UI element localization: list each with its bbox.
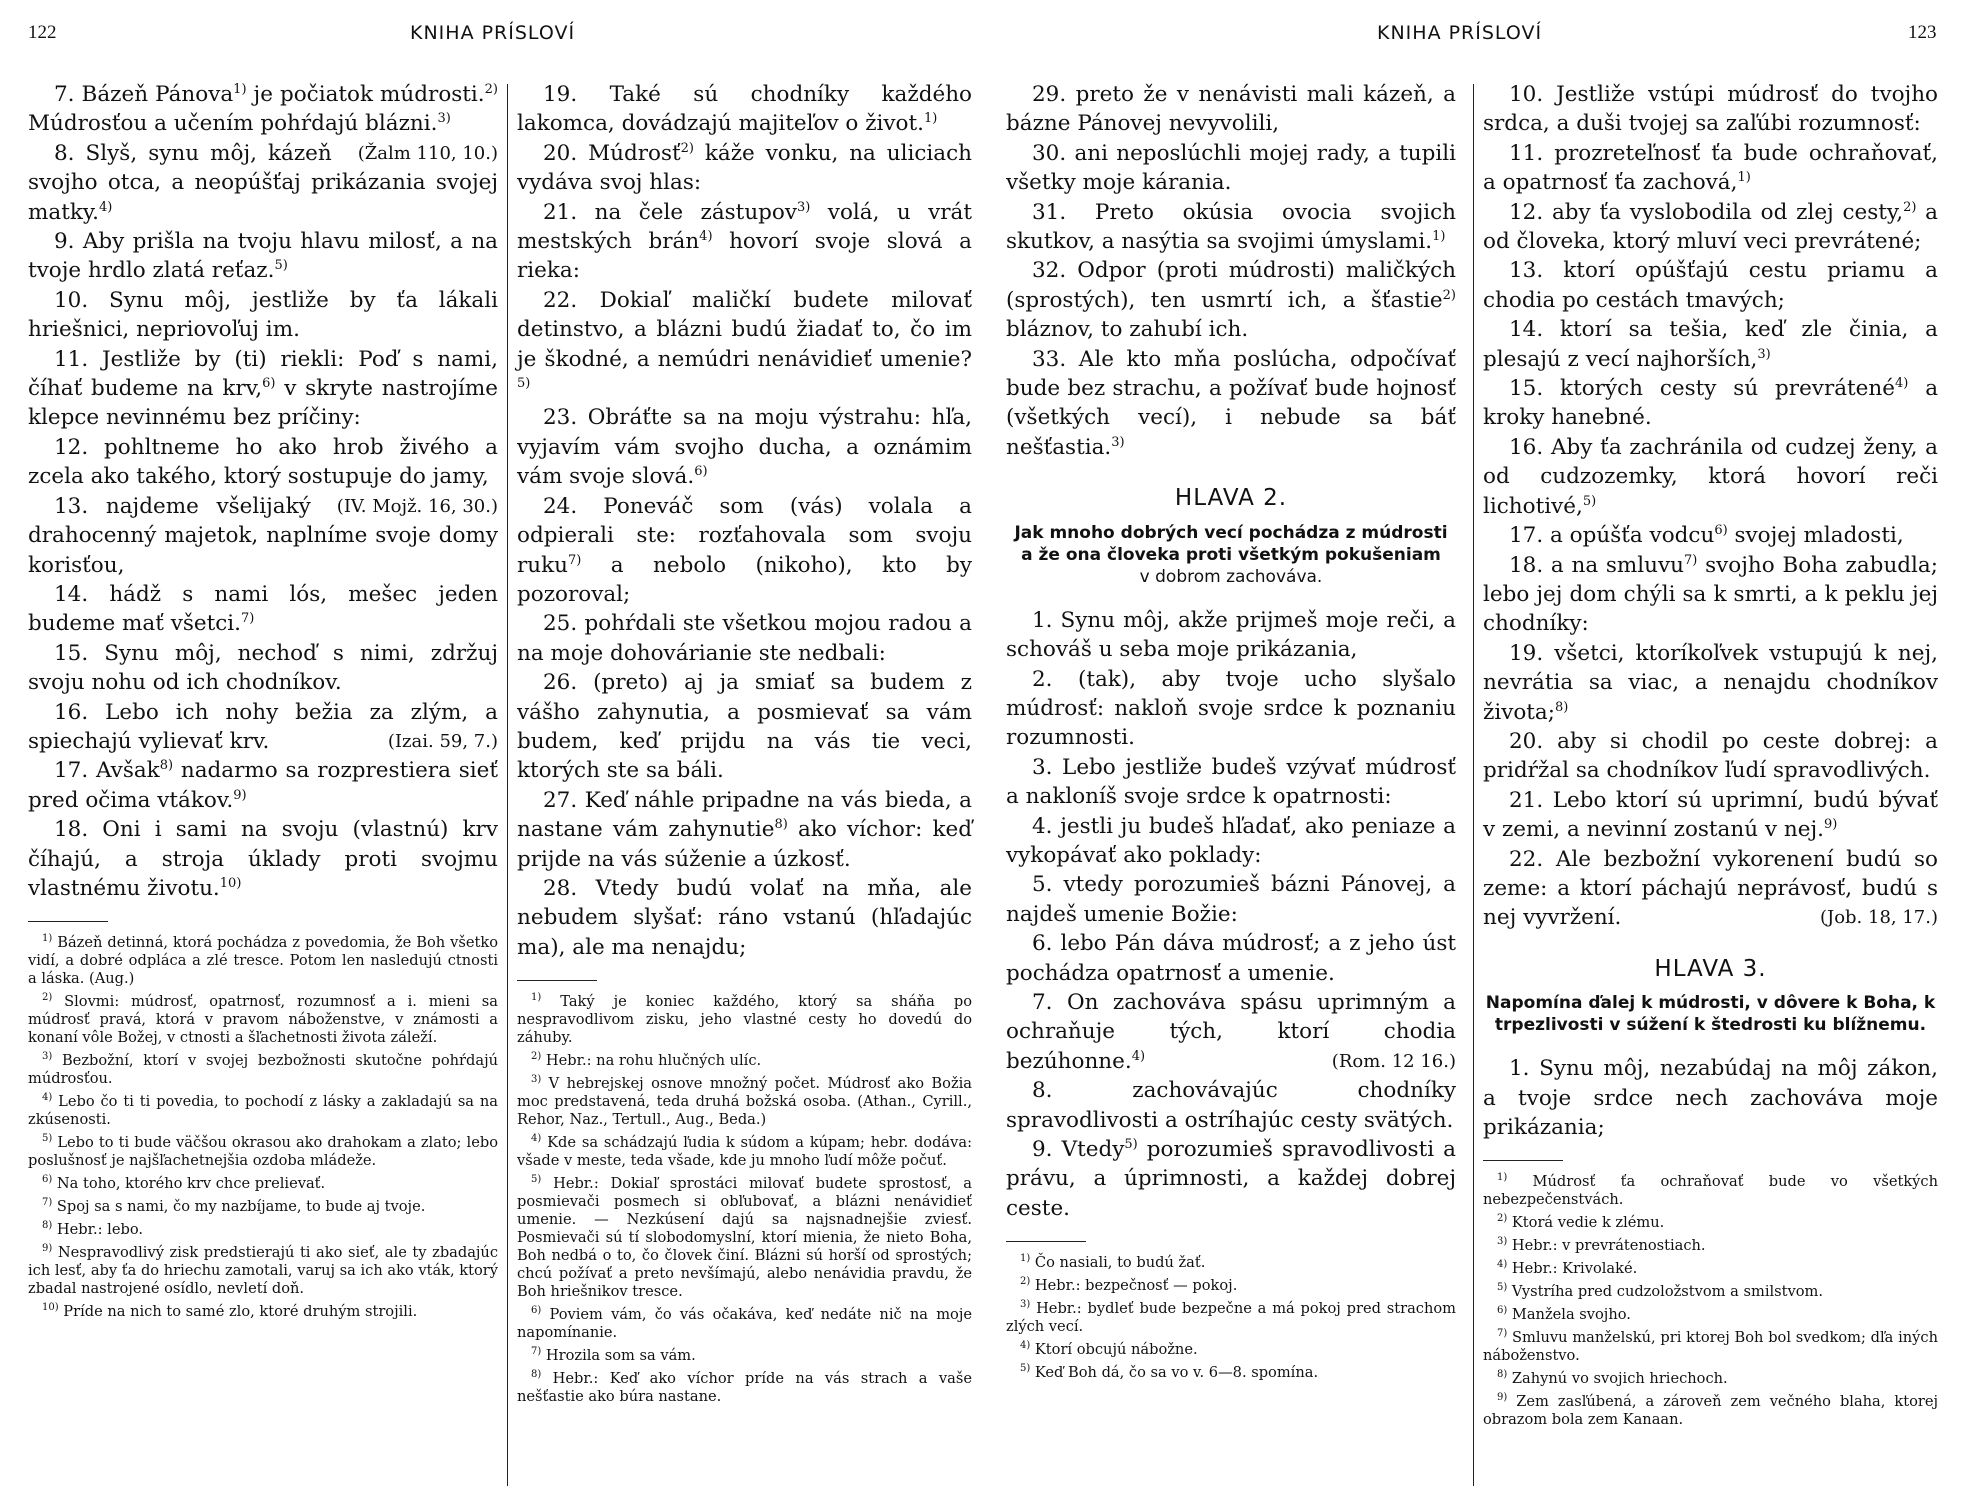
- footnote-marker: 6): [694, 464, 708, 480]
- cross-reference: (Job. 18, 17.): [1819, 907, 1938, 929]
- verse-text: 12. pohltneme ho ako hrob živého a zcela ako takého, ktorý sostupuje do jamy,: [28, 434, 498, 490]
- footnote-marker: 10): [42, 1302, 59, 1314]
- verse: [1006, 929, 1456, 988]
- column-divider: [507, 84, 508, 1486]
- footnote-marker: 3): [797, 199, 811, 215]
- running-title: KNIHA PRÍSLOVÍ: [1377, 22, 1543, 44]
- verse: [1006, 139, 1456, 198]
- verse-text: 16. Aby ťa zachránila od cudzej ženy, a od cudzozemky, ktorá hovorí reči lichotivé,: [1483, 434, 1938, 519]
- verse: [517, 139, 972, 198]
- verses: [28, 80, 498, 903]
- verse-text: 32. Odpor (proti múdrosti) maličkých (sprostých), ten usmrtí ich, a šťastie: [1006, 258, 1456, 313]
- verse: [1006, 345, 1456, 463]
- footnotes: [1483, 1173, 1938, 1429]
- verse-text: a kroky hanebné.: [1483, 376, 1939, 431]
- verse-text: 10. Synu môj, jestliže by ťa lákali hriešnici, nepriovoľuj im.: [28, 287, 498, 343]
- chapter-summary: [1006, 522, 1456, 588]
- verse-text: 18. Oni i sami na svoju (vlastnú) krv číhajú, a stroja úklady proti svojmu vlastnému životu.: [28, 817, 498, 901]
- footnote-marker: 2): [680, 140, 694, 156]
- footnote-rule: [517, 980, 597, 981]
- footnote-marker: 2): [1020, 1276, 1031, 1288]
- verse: [28, 345, 498, 433]
- footnote-marker: 1): [233, 81, 247, 97]
- verse: [517, 668, 972, 786]
- verse: [1483, 433, 1938, 521]
- verse: [517, 874, 972, 962]
- footnote-marker: 3): [1497, 1236, 1508, 1248]
- footnote: [517, 1052, 972, 1070]
- footnote-marker: 4): [1894, 375, 1909, 391]
- cross-reference: (Žalm 110, 10.): [357, 142, 498, 164]
- footnote-text: V hebrejskej osnove množný počet. Múdrosť ako Božia moc predstavená, teda druhá božská osoba. (Athan., Cyrill., Rehor, Naz., Tertull., Aug., Beda.): [517, 1075, 972, 1129]
- verse-text: 29. preto že v nenávisti mali kázeň, a bázne Pánovej nevyvolili,: [1006, 82, 1456, 137]
- verse-text: 3. Lebo jestliže budeš vzývať múdrosť a nakloníš svoje srdce k opatrnosti:: [1006, 754, 1456, 810]
- footnote: [1006, 1300, 1456, 1336]
- footnote-marker: 5): [1020, 1363, 1031, 1375]
- verse-text: 10. Jestliže vstúpi múdrosť do tvojho srdca, a duši tvojej sa zaľúbi rozumnosť:: [1483, 82, 1938, 137]
- footnote-marker: 2): [531, 1051, 542, 1063]
- footnote-marker: 7): [531, 1346, 542, 1358]
- page-number: 122: [28, 22, 57, 43]
- verse-text: 27. Keď náhle pripadne na vás bieda, a nastane vám zahynutie: [517, 787, 972, 843]
- verse-text: ako víchor: keď prijde na vás súženie a úzkosť.: [517, 817, 972, 872]
- footnote: [517, 1347, 972, 1365]
- footnote-text: Hebr.: Krivolaké.: [1507, 1260, 1638, 1278]
- footnote-marker: 6): [531, 1305, 542, 1317]
- verse: [517, 286, 972, 404]
- column-left-2: [517, 80, 972, 1411]
- verse-text: svojej mladosti,: [1727, 523, 1904, 549]
- footnote: [1483, 1214, 1938, 1232]
- verse: [1483, 198, 1938, 257]
- verse: [1483, 80, 1938, 139]
- verse-text: 21. Lebo ktorí sú uprimní, budú bývať v zemi, a nevinní zostanú v nej.: [1483, 787, 1938, 843]
- footnote-marker: 3): [437, 111, 451, 127]
- footnote: [1483, 1306, 1938, 1324]
- footnote-marker: 2): [1903, 199, 1917, 215]
- verse: [28, 815, 498, 903]
- verse: [517, 609, 972, 668]
- verse: [1483, 315, 1938, 374]
- footnote-marker: 5): [531, 1174, 542, 1186]
- footnote: [28, 1198, 498, 1216]
- footnote-text: Poviem vám, čo vás očakáva, keď nedáte nič na moje napomínanie.: [517, 1306, 972, 1342]
- verse-text: 8. zachovávajúc chodníky spravodlivosti a ostríhajúc cesty svätých.: [1006, 1078, 1456, 1133]
- footnote-marker: 7): [42, 1197, 53, 1209]
- chapter-heading: HLAVA 2.: [1174, 485, 1288, 512]
- footnote: [1006, 1277, 1456, 1295]
- verses: [517, 80, 972, 962]
- right-page: [982, 0, 1964, 1500]
- verse-text: 13. ktorí opúšťajú cestu priamu a chodia po cestách tmavých;: [1483, 258, 1938, 313]
- footnote-text: Zem zasľúbená, a zároveň zem večného blaha, ktorej obrazom bola zem Kanaan.: [1483, 1393, 1938, 1429]
- verse-text: 11. Jestliže by (ti) riekli: Poď s nami, číhať budeme na krv,: [28, 346, 498, 402]
- footnote-marker: 3): [1757, 346, 1771, 362]
- footnote-marker: 10): [219, 875, 242, 891]
- footnote-rule: [28, 921, 108, 922]
- verse: [1483, 374, 1938, 433]
- footnote-text: Ktorí obcujú nábožne.: [1030, 1341, 1198, 1359]
- verse-text: 14. ktorí sa tešia, keď zle činia, a plesajú z vecí najhorších,: [1483, 317, 1938, 372]
- verse: [1006, 198, 1456, 257]
- footnote-marker: 5): [1124, 1136, 1138, 1152]
- verse-text: 17. a opúšťa vodcu: [1509, 523, 1715, 549]
- footnote: [1483, 1329, 1938, 1365]
- verse-text: 19. všetci, ktoríkoľvek vstupujú k nej, nevrátia sa viac, a nenajdu chodníkov života;: [1483, 640, 1938, 725]
- verse-text: 31. Preto okúsia ovocia svojich skutkov, a nasýtia sa svojimi úmyslami.: [1006, 199, 1456, 255]
- cross-reference: (Rom. 12 16.): [1331, 1050, 1456, 1072]
- verse: [1483, 727, 1938, 786]
- verse: [1006, 1076, 1456, 1135]
- verse-text: je počiatok múdrosti.: [246, 82, 485, 107]
- verse-text: 9. Aby prišla na tvoju hlavu milosť, a na tvoje hrdlo zlatá reťaz.: [28, 229, 498, 284]
- verse: [1483, 139, 1938, 198]
- footnote-marker: 9): [42, 1243, 53, 1255]
- footnote-text: Hebr.: lebo.: [52, 1221, 143, 1239]
- verse-text: svojho Boha zabudla; lebo jej dom chýli sa k smrti, a k peklu jej chodníky:: [1483, 552, 1938, 637]
- verse-text: 12. aby ťa vyslobodila od zlej cesty,: [1509, 199, 1904, 225]
- verse: [1006, 1135, 1456, 1223]
- verse-text: bláznov, to zahubí ich.: [1006, 317, 1249, 343]
- verse-text: hovorí svoje slová a rieka:: [517, 229, 973, 284]
- verse: [1483, 845, 1938, 933]
- verse-text: 22. Ale bezbožní vykorenení budú so zeme: a ktorí páchajú neprávosť, budú s nej vyvržení.: [1483, 846, 1938, 931]
- footnote-marker: 2): [1497, 1213, 1508, 1225]
- footnote: [28, 1052, 498, 1088]
- verse-text: 1. Synu môj, akže prijmeš moje reči, a schováš u seba moje prikázania,: [1006, 607, 1456, 663]
- footnote: [517, 1306, 972, 1342]
- footnote: [28, 1175, 498, 1193]
- footnote-marker: 1): [1497, 1172, 1508, 1184]
- verse: [1006, 665, 1456, 753]
- footnote: [28, 1134, 498, 1170]
- footnote-text: Hebr.: v prevrátenostiach.: [1507, 1237, 1706, 1255]
- verse-text: 6. lebo Pán dáva múdrosť; a z jeho úst pochádza opatrnosť a umenie.: [1006, 931, 1456, 986]
- footnote: [1483, 1237, 1938, 1255]
- footnote-marker: 8): [1555, 699, 1569, 715]
- verse: [517, 403, 972, 491]
- footnote-marker: 2): [42, 992, 53, 1004]
- column-left-1: [28, 80, 498, 1326]
- verse: [517, 198, 972, 286]
- footnote-marker: 1): [1020, 1253, 1031, 1265]
- verse-text: 7. Bázeň Pánova: [54, 82, 234, 107]
- page-number: 123: [1908, 22, 1937, 43]
- verse: [1006, 753, 1456, 812]
- verse-text: 15. Synu môj, nechoď s nimi, zdržuj svoju nohu od ich chodníkov.: [28, 640, 498, 696]
- verse-text: 9. Vtedy: [1032, 1137, 1125, 1162]
- footnote: [28, 1093, 498, 1129]
- footnote: [1006, 1341, 1456, 1359]
- footnotes: [28, 934, 498, 1321]
- verse-text: 20. Múdrosť: [543, 140, 681, 166]
- verse-text: a nebolo (nikoho), kto by pozoroval;: [517, 552, 972, 607]
- footnote-text: Múdrosť ťa ochraňovať bude vo všetkých nebezpečenstvách.: [1483, 1173, 1938, 1209]
- column-right-1: [1006, 80, 1456, 1387]
- footnote-marker: 9): [1823, 817, 1838, 832]
- footnote: [28, 1221, 498, 1239]
- verse-text: volá, u vrát mestských brán: [517, 199, 972, 255]
- verse-text: 26. (preto) aj ja smiať sa budem z vášho zahynutia, a posmievať sa vám budem, keď prijdu na vás tie veci, ktorých ste sa báli.: [517, 670, 972, 784]
- footnote-marker: 1): [923, 111, 938, 127]
- footnote-marker: 3): [42, 1051, 53, 1063]
- verses-top: [1483, 80, 1938, 933]
- footnote-text: Lebo čo ti ti povedia, to pochodí z lásky a zakladajú sa na zkúsenosti.: [28, 1093, 498, 1129]
- verse-text: 5. vtedy porozumieš bázni Pánovej, a najdeš umenie Božie:: [1006, 872, 1456, 927]
- verse: [28, 80, 498, 164]
- verse-text: 21. na čele zástupov: [543, 199, 798, 225]
- footnote: [517, 1370, 972, 1406]
- footnote: [517, 1075, 972, 1129]
- footnote-marker: 8): [42, 1220, 53, 1232]
- footnote-marker: 7): [1684, 552, 1698, 568]
- footnote-text: Hebr.: Keď ako víchor príde na vás strach a vaše nešťastie ako búra nastane.: [517, 1370, 972, 1406]
- footnote-rule: [1006, 1241, 1086, 1242]
- footnote: [517, 1175, 972, 1301]
- footnote-text: Spoj sa s nami, čo my nazbíjame, to bude aj tvoje.: [52, 1198, 426, 1216]
- footnote-text: Hrozila som sa vám.: [541, 1347, 696, 1365]
- footnote: [1006, 1254, 1456, 1272]
- footnote-text: Bezbožní, ktorí v svojej bezbožnosti skutočne pohŕdajú múdrosťou.: [28, 1052, 498, 1088]
- verse: [28, 286, 498, 345]
- verse-text: 24. Poneváč som (vás) volala a odpierali ste: rozťahovala som svoju ruku: [517, 493, 972, 578]
- footnote-text: Vystríha pred cudzoložstvom a smilstvom.: [1507, 1283, 1824, 1301]
- verses-bottom: [1483, 1054, 1938, 1142]
- footnote-marker: 9): [1497, 1392, 1508, 1404]
- verse-text: porozumieš spravodlivosti a právu, a úprimnosti, a každej dobrej ceste.: [1006, 1137, 1456, 1221]
- footnote-marker: 4): [1497, 1259, 1508, 1271]
- chapter-summary-text: Jak mnoho dobrých vecí pochádza z múdrosti a že ona človeka proti všetkým pokušeniam: [1014, 522, 1448, 565]
- verse-text: káže vonku, na uliciach vydáva svoj hlas:: [517, 140, 973, 196]
- footnote-marker: 6): [42, 1174, 53, 1186]
- verse: [1006, 812, 1456, 871]
- verse-text: 33. Ale kto mňa poslúcha, odpočívať bude bez strachu, a požívať bude hojnosť (všetkých vecí), i nebude sa báť nešťastia.: [1006, 346, 1456, 460]
- verse-text: 23. Obráťte sa na moju výstrahu: hľa, vyjavím vám svojho ducha, a oznámim vám svoje slová.: [517, 405, 972, 490]
- footnote-text: Hebr.: na rohu hlučných ulíc.: [541, 1052, 762, 1070]
- verse-text: 25. pohŕdali ste všetkou mojou radou a na moje dohovárianie ste nedbali:: [517, 611, 972, 666]
- footnote-marker: 5): [517, 375, 531, 391]
- footnote-text: Hebr.: bydleť bude bezpečne a má pokoj pred strachom zlých vecí.: [1006, 1300, 1456, 1336]
- verse-text: v skryte nastrojíme klepce nevinnému bez príčiny:: [28, 376, 498, 431]
- footnote-marker: 7): [1497, 1328, 1508, 1340]
- footnote-text: Kde sa schádzajú ľudia k súdom a kúpam; hebr. dodáva: všade v meste, teda všade, kde ju mnoho ľudí môže počuť.: [517, 1134, 972, 1170]
- chapter-summary-tail: v dobrom zachováva.: [1139, 566, 1323, 587]
- verse-text: 22. Dokiaľ maličkí budete milovať detinstvo, a blázni budú žiadať to, čo im je škodné, a nemúdri nenávidieť umenie?: [517, 287, 972, 372]
- footnote-marker: 6): [262, 375, 276, 391]
- footnote: [1483, 1393, 1938, 1429]
- verse-text: 7. On zachováva spásu uprimným a ochraňuje tých, ktorí chodia bezúhonne.: [1006, 989, 1456, 1074]
- footnote-text: Zahynú vo svojich hriechoch.: [1507, 1370, 1728, 1388]
- chapter-summary: Napomína ďalej k múdrosti, v dôvere k Boha, k trpezlivosti v súžení k štedrosti ku blížnemu.: [1485, 993, 1936, 1036]
- footnote-marker: 3): [1020, 1299, 1031, 1311]
- footnote-marker: 4): [531, 1133, 542, 1145]
- verses-bottom: [1006, 606, 1456, 1224]
- footnote-marker: 7): [241, 611, 255, 627]
- footnote-text: Čo nasiali, to budú žať.: [1030, 1254, 1206, 1272]
- verse-text: 16. Lebo ich nohy bežia za zlým, a spiechajú vylievať krv.: [28, 699, 498, 754]
- verse: [1006, 256, 1456, 344]
- verse: [517, 80, 972, 139]
- footnote-text: Slovmi: múdrosť, opatrnosť, rozumnosť a i. mieni sa múdrosť pravá, ktorá v pravom náboženstve, v známosti a konaní vôle Božej, v ctnosti a šľachetnosti života záleží.: [28, 993, 498, 1047]
- footnote-marker: 8): [774, 817, 788, 832]
- running-title: KNIHA PRÍSLOVÍ: [410, 22, 576, 44]
- verse-text: 18. a na smluvu: [1509, 552, 1685, 578]
- footnote-marker: 8): [1497, 1369, 1508, 1381]
- footnote: [28, 1303, 498, 1321]
- footnote-marker: 9): [233, 787, 247, 803]
- verse-text: 4. jestli ju budeš hľadať, ako peniaze a vykopávať ako poklady:: [1006, 813, 1456, 868]
- footnote-marker: 3): [1111, 434, 1125, 450]
- verse: [28, 698, 498, 757]
- chapter-heading: HLAVA 3.: [1654, 955, 1767, 982]
- footnote-marker: 8): [159, 758, 174, 774]
- footnote-text: Príde na nich to samé zlo, ktoré druhým strojili.: [58, 1303, 418, 1321]
- column-divider: [1473, 84, 1474, 1486]
- cross-reference: (IV. Mojž. 16, 30.): [336, 495, 498, 517]
- footnote-text: Na toho, ktorého krv chce prelievať.: [52, 1175, 326, 1193]
- verse: [1483, 786, 1938, 845]
- verse: [28, 227, 498, 286]
- footnote-marker: 1): [1737, 170, 1751, 186]
- verse: [28, 756, 498, 815]
- footnote: [28, 1244, 498, 1298]
- verse: [1006, 988, 1456, 1076]
- footnote-marker: 3): [531, 1074, 542, 1086]
- verse: [1006, 80, 1456, 139]
- footnote: [1483, 1173, 1938, 1209]
- footnote-marker: 1): [1432, 228, 1446, 244]
- footnote-text: Lebo to ti bude väčšou okrasou ako drahokam a zlato; lebo poslušnosť je najšľachetnejšia ozdoba mládeže.: [28, 1134, 498, 1170]
- footnote: [1483, 1370, 1938, 1388]
- footnote-marker: 4): [1020, 1340, 1031, 1352]
- footnote-marker: 6): [1714, 522, 1728, 538]
- footnotes: [1006, 1254, 1456, 1382]
- footnote-rule: [1483, 1160, 1563, 1161]
- verse: [1006, 606, 1456, 665]
- footnote-marker: 5): [274, 258, 288, 274]
- verse-text: 20. aby si chodil po ceste dobrej: a pridŕžal sa chodníkov ľudí spravodlivých.: [1483, 728, 1938, 784]
- footnote-marker: 2): [1442, 287, 1456, 303]
- verse-text: 11. prozreteľnosť ťa bude ochraňovať, a opatrnosť ťa zachová,: [1483, 140, 1938, 196]
- verse-text: 14. hádž s nami lós, mešec jeden budeme mať všetci.: [28, 581, 498, 637]
- verse-text: 2. (tak), aby tvoje ucho slyšalo múdrosť: nakloň svoje srdce k poznaniu rozumnosti.: [1006, 666, 1456, 751]
- footnote-marker: 1): [42, 933, 53, 945]
- footnote-marker: 5): [42, 1133, 53, 1145]
- footnote-text: Smluvu manželskú, pri ktorej Boh bol svedkom; dľa iných náboženstvo.: [1483, 1329, 1938, 1365]
- verse-text: nadarmo sa rozprestiera sieť pred očima vtákov.: [28, 758, 498, 813]
- footnote-marker: 5): [1497, 1282, 1508, 1294]
- column-right-2: [1483, 80, 1938, 1434]
- verse-text: 17. Avšak: [54, 758, 160, 784]
- verse-text: 28. Vtedy budú volať na mňa, ale nebudem slyšať: ráno vstanú (hľadajúc ma), ale ma nenajdu;: [517, 875, 972, 960]
- footnote-text: Hebr.: Dokiaľ sprostáci milovať budete sprostosť, a posmievači posmech si obľubovať, a blázni nenávidieť umenie. — Nezkúsení dajú sa najsnadnejšie zviesť. Posmievači sú tí slobodomyslní, ktorí mienia, že nieto Boha, Boh nedbá o to, čo človek činí. Blázni sú horší od sprostých; chcú požívať a preto nevšímajú, alebo nenávidia pravdu, že Boh hriešnikov tresce.: [517, 1175, 972, 1301]
- footnote-marker: 4): [42, 1092, 53, 1104]
- verse-text: Múdrosťou a učením pohŕdajú blázni.: [28, 111, 438, 137]
- verse-text: 1. Synu môj, nezabúdaj na môj zákon, a tvoje srdce nech zachováva moje prikázania;: [1483, 1056, 1938, 1140]
- footnote-text: Nespravodlivý zisk predstierajú ti ako sieť, ale ty zbadajúc ich lesť, aby ťa do hriechu zamotali, varuj sa ich ako vták, ktorý zbadal nastrojené osídlo, nevletí doň.: [28, 1244, 498, 1298]
- verse: [517, 786, 972, 874]
- verse: [1483, 551, 1938, 639]
- footnote: [1483, 1283, 1938, 1301]
- verse: [1483, 1054, 1938, 1142]
- footnotes: [517, 993, 972, 1406]
- footnote-text: Manžela svojho.: [1507, 1306, 1631, 1324]
- footnote-text: Taký je koniec každého, ktorý sa sháňa po nespravodlivom zisku, jeho vlastné cesty ho dovedú do záhuby.: [517, 993, 972, 1047]
- verse: [28, 580, 498, 639]
- footnote: [517, 993, 972, 1047]
- footnote: [517, 1134, 972, 1170]
- verses-top: [1006, 80, 1456, 462]
- footnote-marker: 5): [1582, 493, 1597, 509]
- verse-text: 30. ani neposlúchli mojej rady, a tupili všetky moje kárania.: [1006, 140, 1456, 196]
- cross-reference: (Izai. 59, 7.): [387, 730, 498, 752]
- verse: [28, 639, 498, 698]
- footnote: [28, 993, 498, 1047]
- footnote: [28, 934, 498, 988]
- footnote: [1483, 1260, 1938, 1278]
- verse-text: 19. Také sú chodníky každého lakomca, dovádzajú majiteľov o život.: [517, 82, 972, 137]
- verse-text: 8. Slyš, synu môj, kázeň svojho otca, a neopúšťaj prikázania svojej matky.: [28, 140, 498, 225]
- footnote-text: Keď Boh dá, čo sa vo v. 6—8. spomína.: [1030, 1364, 1319, 1382]
- footnote-text: Bázeň detinná, ktorá pochádza z povedomia, že Boh všetko vidí, a dobré odpláca a zlé tresce. Potom len nasledujú ctnosti a láska. (Aug.): [28, 934, 498, 988]
- verse-text: 15. ktorých cesty sú prevrátené: [1509, 376, 1895, 402]
- footnote-marker: 4): [1131, 1048, 1146, 1064]
- footnote-marker: 8): [531, 1369, 542, 1381]
- footnote-marker: 7): [568, 552, 582, 568]
- footnote-text: Hebr.: bezpečnosť — pokoj.: [1030, 1277, 1238, 1295]
- verse: [1483, 639, 1938, 727]
- verse: [1483, 256, 1938, 315]
- footnote-marker: 1): [531, 992, 542, 1004]
- footnote-marker: 4): [699, 228, 713, 244]
- footnote-marker: 4): [99, 199, 113, 215]
- footnote-text: Ktorá vedie k zlému.: [1507, 1214, 1665, 1232]
- verse-text: a od človeka, ktorý mluví veci prevrátené;: [1483, 199, 1938, 255]
- footnote: [1006, 1364, 1456, 1382]
- verse: [1483, 521, 1938, 550]
- verse-text: 13. najdeme všelijaký drahocenný majetok, naplníme svoje domy korisťou,: [28, 493, 498, 578]
- verse: [517, 492, 972, 610]
- footnote-marker: 6): [1497, 1305, 1508, 1317]
- verse: [1006, 870, 1456, 929]
- verse: [28, 433, 498, 517]
- footnote-marker: 2): [484, 81, 498, 97]
